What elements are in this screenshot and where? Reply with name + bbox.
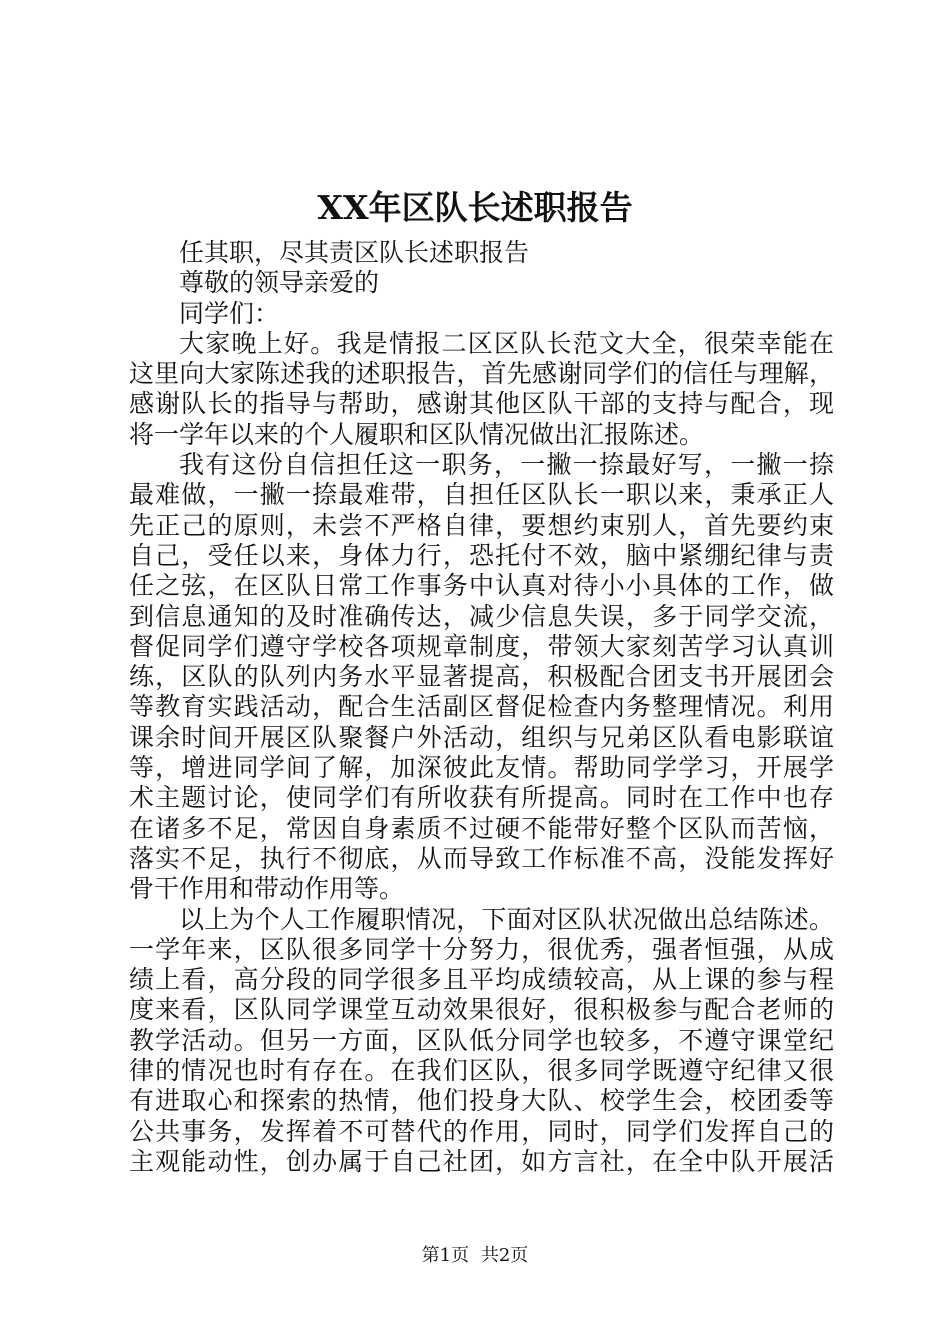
document-body: [129, 238, 834, 1177]
text-line: 最难做，一撇一捺最难带，自担任区队长一职以来，秉承正人: [129, 480, 834, 510]
text-line: 先正己的原则，未尝不严格自律，要想约束别人，首先要约束: [129, 510, 834, 540]
text-line: 等教育实践活动，配合生活副区督促检查内务整理情况。利用: [129, 692, 834, 722]
text-line: 律的情况也时有存在。在我们区队，很多同学既遵守纪律又很: [129, 1056, 834, 1086]
text-line: 自己，受任以来，身体力行，恐托付不效，脑中紧绷纪律与责: [129, 540, 834, 570]
text-line: 我有这份自信担任这一职务，一撇一捺最好写，一撇一捺: [179, 450, 834, 480]
text-line: 练，区队的队列内务水平显著提高，积极配合团支书开展团会: [129, 662, 834, 692]
text-line: 感谢队长的指导与帮助，感谢其他区队干部的支持与配合，现: [129, 389, 834, 419]
text-line: 同学们：: [179, 298, 280, 328]
text-line: 尊敬的领导亲爱的: [179, 268, 380, 298]
text-line: 有进取心和探索的热情，他们投身大队、校学生会，校团委等: [129, 1086, 834, 1116]
text-line: 在诸多不足，常因自身素质不过硬不能带好整个区队而苦恼，: [129, 813, 834, 843]
text-line: 到信息通知的及时准确传达，减少信息失误，多于同学交流，: [129, 601, 834, 631]
document-title: XX年区队长述职报告: [317, 188, 633, 227]
text-line: 任之弦，在区队日常工作事务中认真对待小小具体的工作，做: [129, 571, 834, 601]
text-line: 教学活动。但另一方面，区队低分同学也较多，不遵守课堂纪: [129, 1025, 834, 1055]
page-total: 共2页: [480, 1245, 529, 1266]
page-footer: [0, 1244, 950, 1268]
text-line: 等，增进同学间了解，加深彼此友情。帮助同学学习，开展学: [129, 753, 834, 783]
text-line: 将一学年以来的个人履职和区队情况做出汇报陈述。: [129, 419, 705, 449]
text-line: 大家晚上好。我是情报二区区队长范文大全，很荣幸能在: [179, 328, 834, 358]
text-line: 公共事务，发挥着不可替代的作用，同时，同学们发挥自己的: [129, 1116, 834, 1146]
text-line: 度来看，区队同学课堂互动效果很好，很积极参与配合老师的: [129, 995, 834, 1025]
text-line: 绩上看，高分段的同学很多且平均成绩较高，从上课的参与程: [129, 965, 834, 995]
text-line: 术主题讨论，使同学们有所收获有所提高。同时在工作中也存: [129, 783, 834, 813]
text-line: 任其职，尽其责区队长述职报告: [179, 238, 530, 267]
text-line: 以上为个人工作履职情况，下面对区队状况做出总结陈述。: [179, 904, 834, 934]
text-line: 一学年来，区队很多同学十分努力，很优秀，强者恒强，从成: [129, 934, 834, 964]
text-line: 督促同学们遵守学校各项规章制度，带领大家刻苦学习认真训: [129, 631, 834, 661]
text-line: 落实不足，执行不彻底，从而导致工作标准不高，没能发挥好: [129, 843, 834, 873]
text-line: 这里向大家陈述我的述职报告，首先感谢同学们的信任与理解，: [129, 359, 834, 389]
text-line: 主观能动性，创办属于自己社团，如方言社，在全中队开展活: [129, 1146, 834, 1176]
text-line: 骨干作用和带动作用等。: [129, 874, 405, 904]
page-number: 第1页: [421, 1245, 470, 1266]
text-line: 课余时间开展区队聚餐户外活动，组织与兄弟区队看电影联谊: [129, 722, 834, 752]
